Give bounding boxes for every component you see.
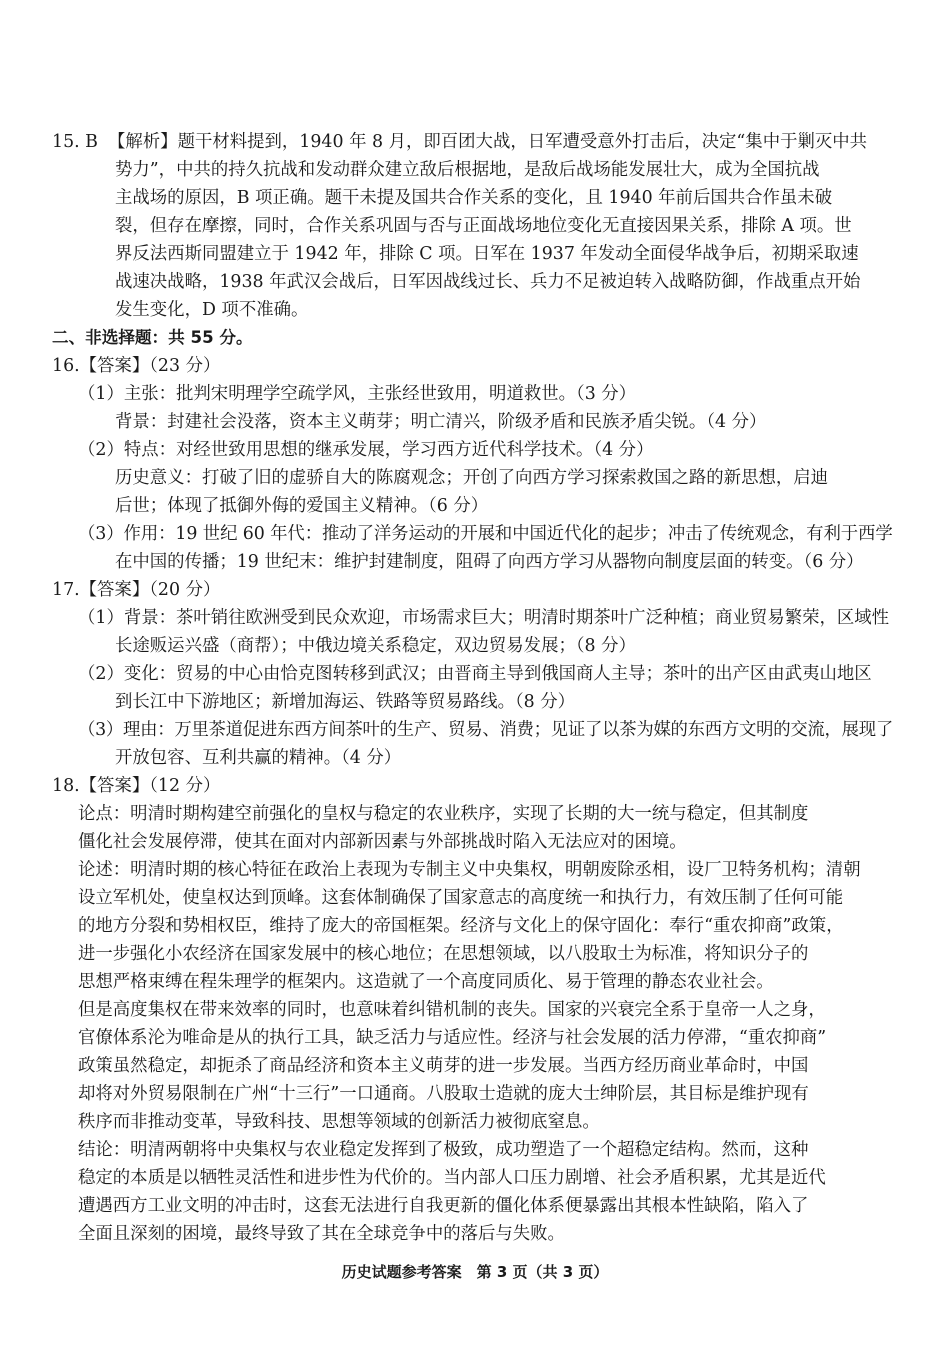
q18-line: 进一步强化小农经济在国家发展中的核心地位；在思想领域，以八股取士为标准，将知识分子的 [78, 944, 809, 964]
q16-line: 后世；体现了抵御外侮的爱国主义精神。（6 分） [115, 496, 489, 516]
q18-line: 的地方分裂和势相权臣，维持了庞大的帝国框架。经济与文化上的保守固化：奉行“重农抑商”政策， [78, 916, 844, 936]
q15-line: 界反法西斯同盟建立于 1942 年，排除 C 项。日军在 1937 年发动全面侵华战争后，初期采取速 [115, 244, 859, 264]
q15-line: 发生变化，D 项不准确。 [115, 300, 309, 320]
q18-header: 18.【答案】（12 分） [52, 776, 221, 796]
q18-line: 僵化社会发展停滞，使其在面对内部新因素与外部挑战时陷入无法应对的困境。 [78, 832, 687, 852]
q18-line: 设立军机处，使皇权达到顶峰。这套体制确保了国家意志的高度统一和执行力，有效压制了任何可能 [78, 888, 844, 908]
q16-header: 16.【答案】（23 分） [52, 356, 221, 376]
section-title: 二、非选择题：共 55 分。 [52, 328, 253, 347]
q18-line: 稳定的本质是以牺牲灵活性和进步性为代价的。当内部人口压力剧增、社会矛盾积累，尤其是近代 [78, 1168, 826, 1188]
q18-line: 论点：明清时期构建空前强化的皇权与稳定的农业秩序，实现了长期的大一统与稳定，但其制度 [78, 804, 809, 824]
q18-line: 政策虽然稳定，却扼杀了商品经济和资本主义萌芽的进一步发展。当西方经历商业革命时，中国 [78, 1056, 809, 1076]
q18-line: 官僚体系沦为唯命是从的执行工具，缺乏活力与适应性。经济与社会发展的活力停滞，“重农抑商” [78, 1028, 827, 1048]
q17-line: 开放包容、互利共赢的精神。（4 分） [115, 748, 402, 768]
q18-line: 但是高度集权在带来效率的同时，也意味着纠错机制的丧失。国家的兴衰完全系于皇帝一人之身， [78, 1000, 826, 1020]
q15-line: 【解析】题干材料提到，1940 年 8 月，即百团大战，日军遭受意外打击后，决定“集中于剿灭中共 [108, 132, 868, 152]
q15-line: 主战场的原因，B 项正确。题干未提及国共合作关系的变化，且 1940 年前后国共合作虽未破 [115, 188, 833, 208]
q18-line: 却将对外贸易限制在广州“十三行”一口通商。八股取士造就的庞大士绅阶层，其目标是维护现有 [78, 1084, 809, 1104]
q18-line: 秩序而非推动变革，导致科技、思想等领域的创新活力被彻底窒息。 [78, 1112, 600, 1132]
q17-header: 17.【答案】（20 分） [52, 580, 221, 600]
q18-line: 思想严格束缚在程朱理学的框架内。这造就了一个高度同质化、易于管理的静态农业社会。 [78, 972, 774, 992]
q18-line: 论述：明清时期的核心特征在政治上表现为专制主义中央集权，明朝废除丞相，设厂卫特务机构；清朝 [78, 860, 861, 880]
q15-line: 裂，但存在摩擦，同时，合作关系巩固与否与正面战场地位变化无直接因果关系，排除 A 项。世 [115, 216, 852, 236]
q16-line: 在中国的传播；19 世纪末：维护封建制度，阻碍了向西方学习从器物向制度层面的转变。（6 分） [115, 552, 864, 572]
q17-line: （1）背景：茶叶销往欧洲受到民众欢迎，市场需求巨大；明清时期茶叶广泛种植；商业贸易繁荣，区域性 [78, 608, 890, 628]
q15-line: 势力”，中共的持久抗战和发动群众建立敌后根据地，是敌后战场能发展壮大，成为全国抗战 [115, 160, 820, 180]
q16-line: 背景：封建社会没落，资本主义萌芽；明亡清兴，阶级矛盾和民族矛盾尖锐。（4 分） [115, 412, 767, 432]
q16-line: （2）特点：对经世致用思想的继承发展，学习西方近代科学技术。（4 分） [78, 440, 654, 460]
q17-line: （3）理由：万里茶道促进东西方间茶叶的生产、贸易、消费；见证了以茶为媒的东西方文明的交流，展现了 [78, 720, 893, 740]
q17-line: （2）变化：贸易的中心由恰克图转移到武汉；由晋商主导到俄国商人主导；茶叶的出产区由武夷山地区 [78, 664, 872, 684]
q16-line: （3）作用：19 世纪 60 年代：推动了洋务运动的开展和中国近代化的起步；冲击了传统观念，有利于西学 [78, 524, 893, 544]
page-footer: 历史试题参考答案 第 3 页（共 3 页） [341, 1263, 609, 1281]
q17-line: 长途贩运兴盛（商帮）；中俄边境关系稳定，双边贸易发展；（8 分） [115, 636, 636, 656]
q17-line: 到长江中下游地区；新增加海运、铁路等贸易路线。（8 分） [115, 692, 576, 712]
q15-number: 15. B [52, 132, 98, 152]
q18-line: 全面且深刻的困境，最终导致了其在全球竞争中的落后与失败。 [78, 1224, 565, 1244]
q15-line: 战速决战略，1938 年武汉会战后，日军因战线过长、兵力不足被迫转入战略防御，作战重点开始 [115, 272, 861, 292]
q18-line: 结论：明清两朝将中央集权与农业稳定发挥到了极致，成功塑造了一个超稳定结构。然而，这种 [78, 1140, 809, 1160]
q16-line: 历史意义：打破了旧的虚骄自大的陈腐观念；开创了向西方学习探索救国之路的新思想，启迪 [115, 468, 829, 488]
q18-line: 遭遇西方工业文明的冲击时，这套无法进行自我更新的僵化体系便暴露出其根本性缺陷，陷入了 [78, 1196, 809, 1216]
q16-line: （1）主张：批判宋明理学空疏学风，主张经世致用，明道救世。（3 分） [78, 384, 637, 404]
